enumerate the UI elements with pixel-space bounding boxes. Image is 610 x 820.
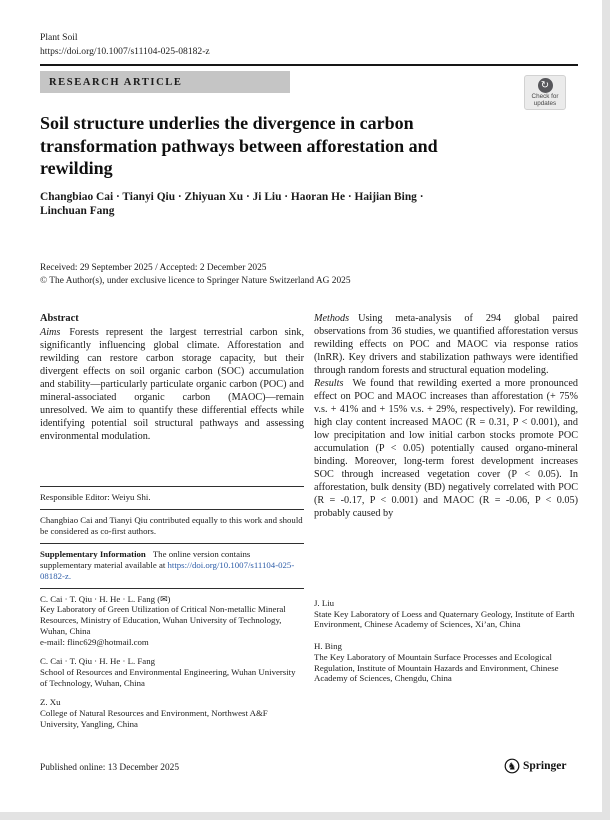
author-line: Changbiao Cai · Tianyi Qiu · Zhiyuan Xu · Ji Liu · Haoran He · Haijian Bing · Linchuan Fang xyxy=(40,191,424,217)
paper-title: Soil structure underlies the divergence in carbon transformation pathways between afforestation and rewilding xyxy=(40,113,438,178)
aims-text: Forests represent the largest terrestrial carbon sink, significantly influencing global climate. Afforestation and rewilding can restore carbon storage capacity, but their divergent effects on soil organic carbon (SOC) accumulation and stability—particularly particulate organic carbon (POC) and mineral-associated organic carbon (MAOC)—remain unresolved. We aim to quantify these differential effects while identifying potential soil structural pathways and assessing environmental modulation. xyxy=(40,326,304,442)
check-updates-label-line2: updates xyxy=(533,100,557,107)
knight-icon xyxy=(504,758,520,774)
affiliation-block xyxy=(314,641,578,684)
dates-block xyxy=(40,262,460,287)
methods-text: Using meta-analysis of 294 global paired observations from 36 studies, we quantified afforestation versus rewilding effects on POC and MAOC via response ratios (lnRR). Key drivers and stabilization pathways were identified through random forests and structural equation modeling. xyxy=(314,313,578,376)
journal-header xyxy=(40,31,210,58)
copyright-line: © The Author(s), under exclusive licence to Springer Nature Switzerland AG 2025 xyxy=(40,275,351,286)
abstract-aims-paragraph xyxy=(40,326,304,443)
affiliation-authors: J. Liu xyxy=(314,598,335,608)
supplementary-info-link[interactable]: https://doi.org/10.1007/s11104-025-08182-z. xyxy=(40,559,295,581)
check-updates-label-line1: Check for xyxy=(531,93,559,100)
responsible-editor-note: Responsible Editor: Weiyu Shi. xyxy=(40,492,151,502)
methods-label: Methods xyxy=(314,313,350,324)
footnote-divider xyxy=(40,486,304,487)
footnotes-left xyxy=(40,486,304,738)
springer-wordmark: Springer xyxy=(523,760,567,772)
affiliation-block xyxy=(40,656,304,688)
affiliation-address: The Key Laboratory of Mountain Surface Processes and Ecological Regulation, Institute of Mountain Hazards and Environment, Chinese Academy of Sciences, Chengdu, China xyxy=(314,651,559,684)
supplementary-info-label: Supplementary Information xyxy=(40,549,146,560)
abstract-left-column xyxy=(40,312,304,443)
journal-name: Plant Soil xyxy=(40,32,78,43)
footnote-divider xyxy=(40,509,304,510)
affiliation-block xyxy=(40,594,304,648)
co-first-authors-note: Changbiao Cai and Tianyi Qiu contributed equally to this work and should be considered as co-first authors. xyxy=(40,515,303,536)
supplementary-info-text: The online version contains supplementary material available at xyxy=(40,549,251,570)
affiliation-address: School of Resources and Environmental Engineering, Wuhan University of Technology, Wuhan, China xyxy=(40,666,296,688)
affiliation-authors: C. Cai · T. Qiu · H. He · L. Fang (✉) xyxy=(40,593,171,604)
abstract-right-column xyxy=(314,312,578,520)
received-accepted-line: Received: 29 September 2025 / Accepted: 2 December 2025 xyxy=(40,263,267,273)
affiliation-address: Key Laboratory of Green Utilization of Critical Non-metallic Mineral Resources, Ministry of Education, Wuhan University of Technology, Wuhan, China xyxy=(40,604,286,636)
springer-logo xyxy=(504,758,566,774)
affiliation-address: College of Natural Resources and Environment, Northwest A&F University, Yangling, China xyxy=(40,708,268,729)
footnote-divider xyxy=(40,543,304,544)
abstract-results-paragraph xyxy=(314,377,578,520)
footnote-divider xyxy=(40,588,304,589)
affiliation-block xyxy=(314,598,578,630)
abstract-heading: Abstract xyxy=(40,313,79,324)
affiliation-email: e-mail: flinc629@hotmail.com xyxy=(40,636,149,647)
results-text: We found that rewilding exerted a more pronounced effect on POC and MAOC increases than afforestation (+ 75% v.s. + 41% and + 15% v.s. + 29%, respectively). For rewilding, high clay content increased MAOC (R = 0.31, P < 0.001), and low precipitation and low initial carbon stocks promote POC accumulation (P < 0.05) potentially caused organo-mineral binding. Moreover, long-term forest development increases SOC through increased vegetation cover (P < 0.05). In afforestation, bulk density (BD) negatively correlated with POC (R = -0.17, P < 0.001) and MAOC (R = -0.06, P < 0.05) probably caused by xyxy=(314,378,578,519)
svg-text:♞: ♞ xyxy=(507,761,517,773)
affiliation-authors: C. Cai · T. Qiu · H. He · L. Fang xyxy=(40,656,155,667)
footnotes-right xyxy=(314,598,578,693)
abstract-methods-paragraph xyxy=(314,312,578,377)
published-online: Published online: 13 December 2025 xyxy=(40,763,180,773)
supplementary-info-note xyxy=(40,549,304,581)
results-label: Results xyxy=(314,378,344,389)
aims-label: Aims xyxy=(40,326,61,338)
check-updates-badge[interactable] xyxy=(524,75,566,110)
affiliation-block xyxy=(40,697,304,729)
affiliation-authors: H. Bing xyxy=(314,641,342,652)
affiliation-address: State Key Laboratory of Loess and Quaternary Geology, Institute of Earth Environment, Chinese Academy of Sciences, Xi’an, China xyxy=(314,608,575,630)
header-rule xyxy=(40,64,578,66)
journal-doi: https://doi.org/10.1007/s11104-025-08182-z xyxy=(40,45,210,57)
affiliation-authors: Z. Xu xyxy=(40,697,61,708)
refresh-icon: ↻ xyxy=(538,78,553,93)
research-article-banner: RESEARCH ARTICLE xyxy=(40,71,290,93)
